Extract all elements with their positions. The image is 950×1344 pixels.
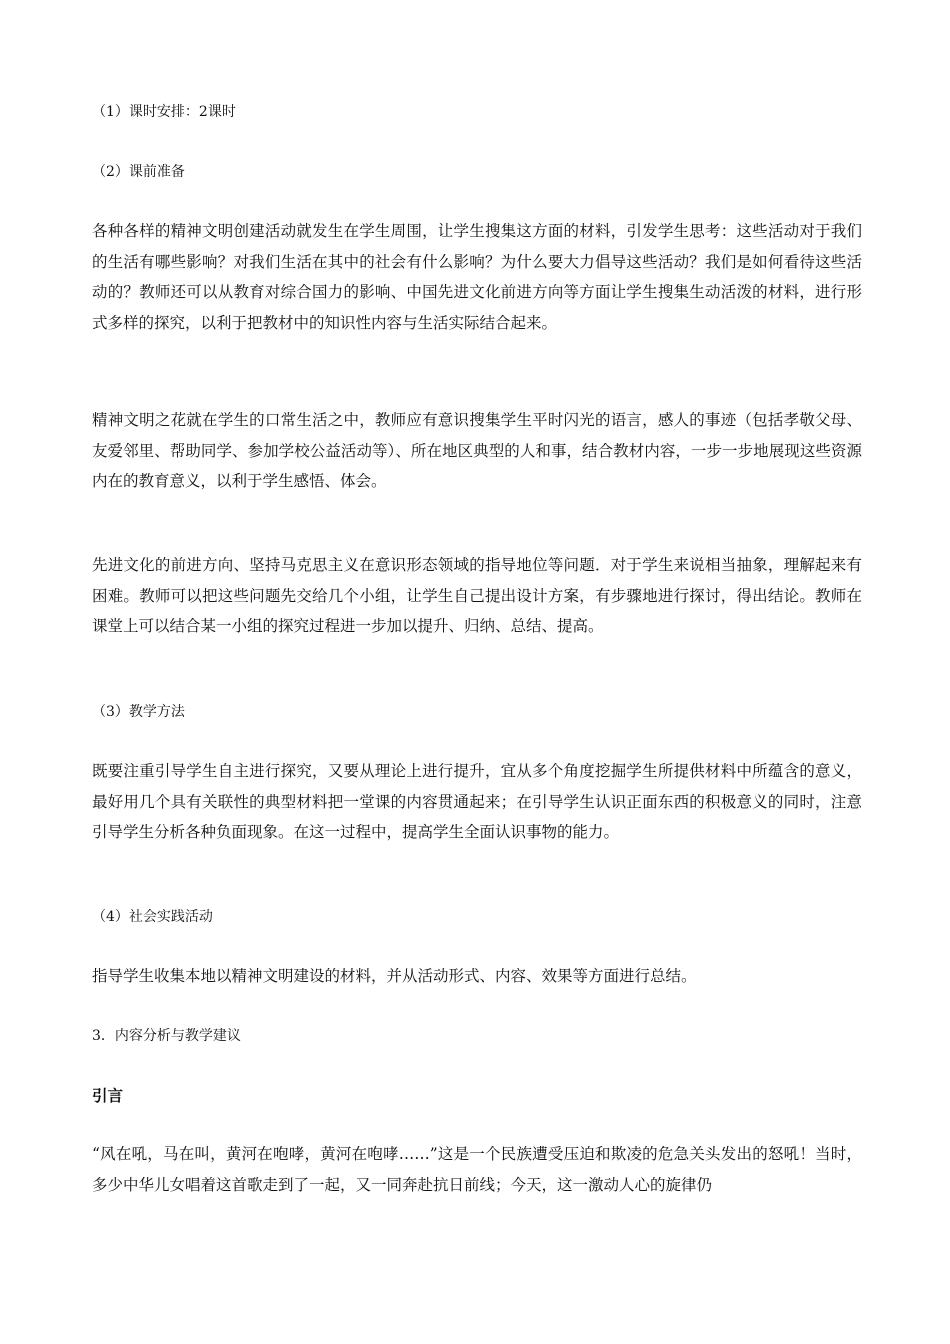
preparation-paragraph-3: 先进文化的前进方向、坚持马克思主义在意识形态领域的指导地位等问题．对于学生来说相当抽象，理解起来有困难。教师可以把这些问题先交给几个小组，让学生自己提出设计方案，有步骤地进行探讨，得出结论。教师在课堂上可以结合某一小组的探究过程进一步加以提升、归纳、总结、提高。 xyxy=(92,556,862,635)
social-practice-paragraph: 指导学生收集本地以精神文明建设的材料，并从活动形式、内容、效果等方面进行总结。 xyxy=(92,967,697,985)
preparation-heading: （2）课前准备 xyxy=(92,164,185,180)
social-practice-heading: （4）社会实践活动 xyxy=(92,909,213,925)
introduction-paragraph: “风在吼，马在叫，黄河在咆哮，黄河在咆哮……”这是一个民族遭受压迫和欺凌的危急关头发出的怒吼！当时，多少中华儿女唱着这首歌走到了一起，又一同奔赴抗日前线；今天，这一激动人心的旋律仍 xyxy=(92,1145,862,1194)
preparation-paragraph-1: 各种各样的精神文明创建活动就发生在学生周围，让学生搜集这方面的材料，引发学生思考：这些活动对于我们的生活有哪些影响？对我们生活在其中的社会有什么影响？为什么要大力倡导这些活动？我们是如何看待这些活动的？教师还可以从教育对综合国力的影响、中国先进文化前进方向等方面让学生搜集生动活泼的材料，进行形式多样的探究，以利于把教材中的知识性内容与生活实际结合起来。 xyxy=(92,222,862,332)
class-hours-item: （1）课时安排：2课时 xyxy=(92,104,236,120)
content-analysis-heading: 3．内容分析与教学建议 xyxy=(92,1028,241,1044)
introduction-heading: 引言 xyxy=(92,1087,124,1105)
teaching-method-paragraph: 既要注重引导学生自主进行探究，又要从理论上进行提升，宜从多个角度挖掘学生所提供材料中所蕴含的意义，最好用几个具有关联性的典型材料把一堂课的内容贯通起来；在引导学生认识正面东西的积极意义的同时，注意引导学生分析各种负面现象。在这一过程中，提高学生全面认识事物的能力。 xyxy=(92,762,862,841)
teaching-method-heading: （3）教学方法 xyxy=(92,704,185,720)
preparation-paragraph-2: 精神文明之花就在学生的口常生活之中，教师应有意识搜集学生平时闪光的语言，感人的事迹（包括孝敬父母、友爱邻里、帮助同学、参加学校公益活动等）、所在地区典型的人和事，结合教材内容，一步一步地展现这些资源内在的教育意义，以利于学生感悟、体会。 xyxy=(92,411,862,490)
